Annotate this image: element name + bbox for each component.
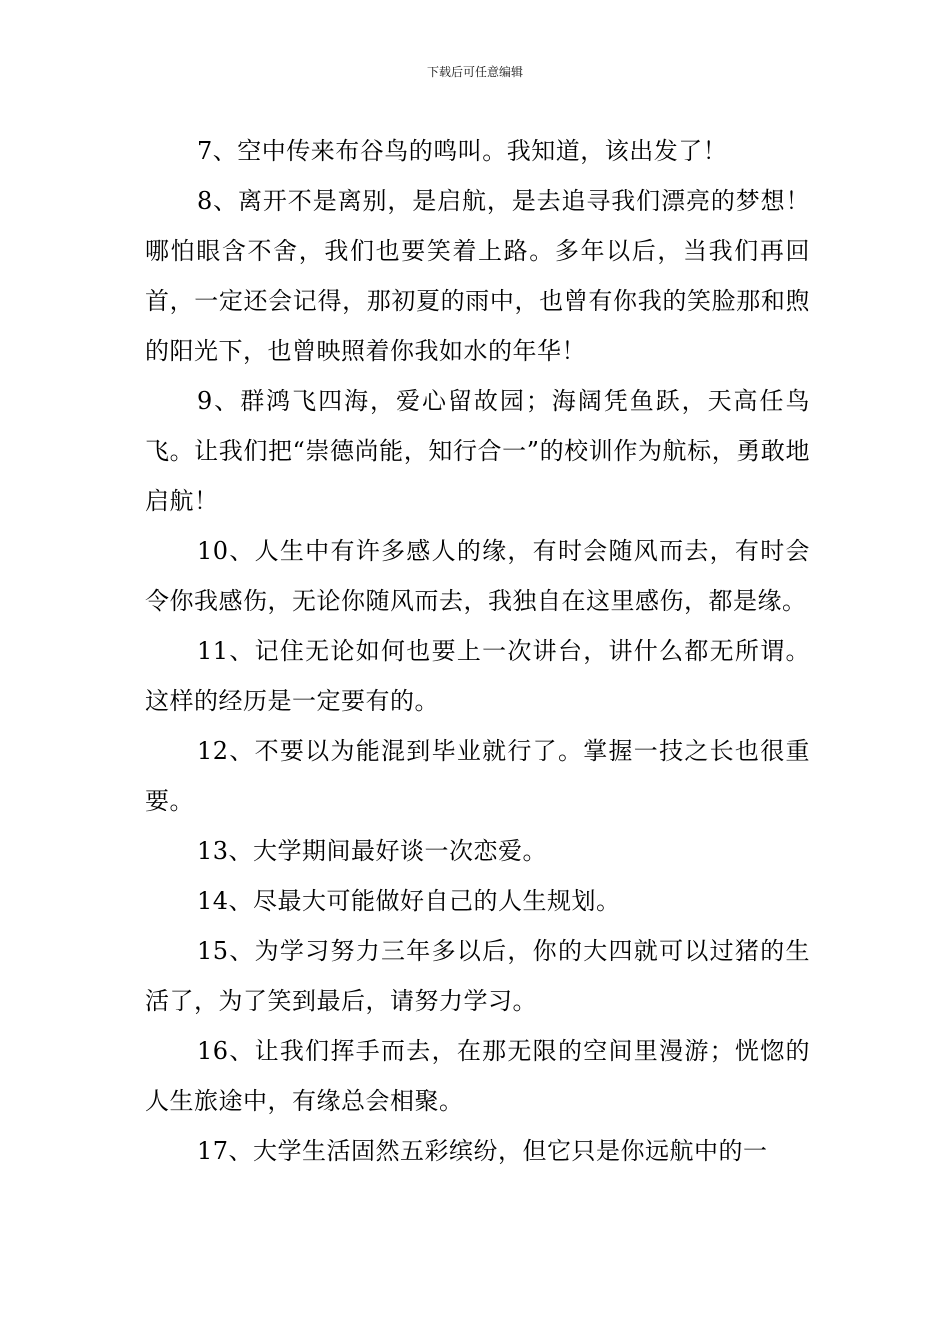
- paragraph-7: 7、空中传来布谷鸟的鸣叫。我知道，该出发了！: [197, 137, 728, 165]
- paragraph-9: 9、群鸿飞四海，爱心留故园；海阔凭鱼跃，天高任鸟飞。让我们把“崇德尚能，知行合一”的校训作为航标，勇敢地启航！: [145, 387, 810, 515]
- paragraph-14: 14、尽最大可能做好自己的人生规划。: [197, 887, 621, 915]
- document-body: [145, 126, 810, 1176]
- page-header: 下载后可任意编辑: [426, 65, 523, 79]
- paragraph-8: 8、离开不是离别，是启航，是去追寻我们漂亮的梦想！哪怕眼含不舍，我们也要笑着上路。多年以后，当我们再回首，一定还会记得，那初夏的雨中，也曾有你我的笑脸那和煦的阳光下，也曾映照着你我如水的年华！: [145, 187, 810, 365]
- paragraph-12: 12、不要以为能混到毕业就行了。掌握一技之长也很重要。: [145, 737, 810, 815]
- paragraph-11: 11、记住无论如何也要上一次讲台，讲什么都无所谓。这样的经历是一定要有的。: [145, 637, 810, 715]
- paragraph-15: 15、为学习努力三年多以后，你的大四就可以过猪的生活了，为了笑到最后，请努力学习。: [145, 937, 810, 1015]
- paragraph-17: 17、大学生活固然五彩缤纷，但它只是你远航中的一: [197, 1137, 768, 1165]
- paragraph-13: 13、大学期间最好谈一次恋爱。: [197, 837, 548, 865]
- paragraph-16: 16、让我们挥手而去，在那无限的空间里漫游；恍惚的人生旅途中，有缘总会相聚。: [145, 1037, 810, 1115]
- paragraph-10: 10、人生中有许多感人的缘，有时会随风而去，有时会令你我感伤，无论你随风而去，我独自在这里感伤，都是缘。: [145, 537, 810, 615]
